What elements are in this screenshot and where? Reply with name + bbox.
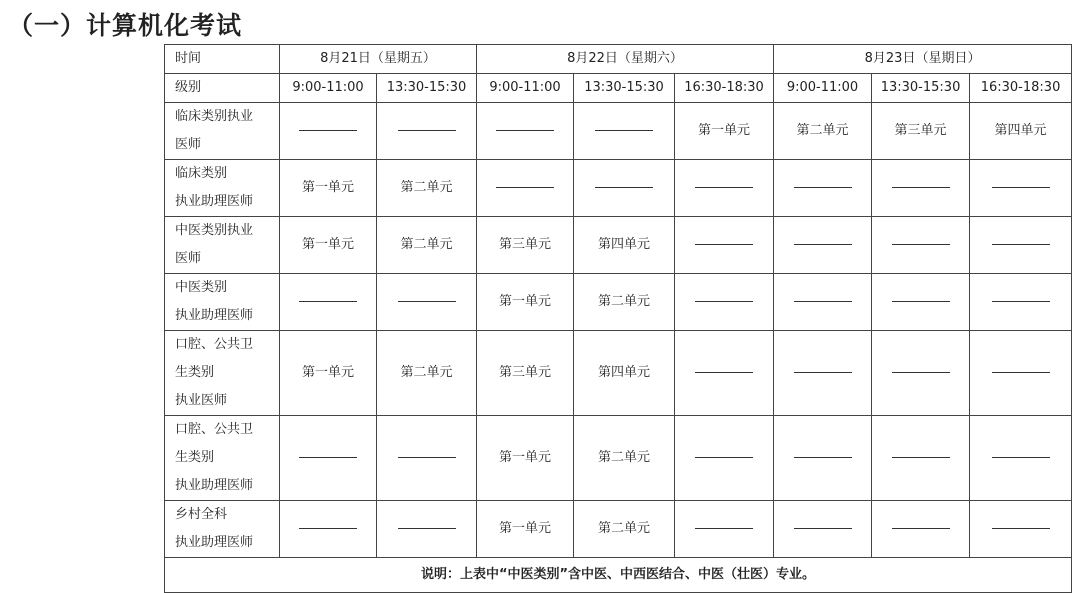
grade-label-line: 乡村全科	[175, 507, 228, 522]
empty-cell	[675, 160, 774, 217]
empty-cell	[872, 274, 970, 331]
grade-label-line: 执业助理医师	[175, 478, 254, 493]
slot-header: 16:30-18:30	[970, 74, 1072, 103]
dash-mark	[695, 457, 753, 458]
grade-label-line: 临床类别执业	[175, 109, 254, 124]
table-row	[165, 331, 1072, 416]
empty-cell	[774, 274, 872, 331]
dash-mark	[992, 528, 1050, 529]
slot-header: 13:30-15:30	[872, 74, 970, 103]
unit-cell: 第一单元	[477, 501, 574, 558]
dash-mark	[992, 372, 1050, 373]
empty-cell	[970, 160, 1072, 217]
dash-mark	[892, 457, 950, 458]
empty-cell	[970, 274, 1072, 331]
empty-cell	[675, 331, 774, 416]
dash-mark	[695, 301, 753, 302]
empty-cell	[675, 217, 774, 274]
empty-cell	[477, 103, 574, 160]
table-row	[165, 416, 1072, 501]
table-row	[165, 103, 1072, 160]
dash-mark	[892, 187, 950, 188]
slot-header: 9:00-11:00	[477, 74, 574, 103]
unit-cell: 第四单元	[574, 331, 675, 416]
dash-mark	[794, 301, 852, 302]
dash-mark	[496, 130, 554, 131]
dash-mark	[794, 457, 852, 458]
dash-mark	[398, 528, 456, 529]
dash-mark	[695, 187, 753, 188]
header-day-3: 8月23日（星期日）	[774, 45, 1072, 74]
table-note: 说明：上表中“中医类别”含中医、中西医结合、中医（壮医）专业。	[165, 558, 1072, 593]
table-row	[165, 160, 1072, 217]
unit-cell: 第四单元	[970, 103, 1072, 160]
table-row	[165, 501, 1072, 558]
dash-mark	[595, 187, 653, 188]
unit-cell: 第二单元	[574, 416, 675, 501]
empty-cell	[872, 416, 970, 501]
slot-header: 9:00-11:00	[774, 74, 872, 103]
empty-cell	[774, 416, 872, 501]
header-day-1: 8月21日（星期五）	[280, 45, 477, 74]
dash-mark	[892, 244, 950, 245]
dash-mark	[299, 301, 357, 302]
unit-cell: 第二单元	[377, 160, 477, 217]
grade-cell	[165, 501, 280, 558]
grade-label-line: 执业助理医师	[175, 194, 254, 209]
slot-header: 13:30-15:30	[574, 74, 675, 103]
dash-mark	[299, 528, 357, 529]
empty-cell	[774, 501, 872, 558]
empty-cell	[574, 103, 675, 160]
empty-cell	[675, 416, 774, 501]
empty-cell	[774, 217, 872, 274]
dash-mark	[794, 528, 852, 529]
dash-mark	[992, 457, 1050, 458]
dash-mark	[992, 187, 1050, 188]
grade-label-line: 中医类别执业	[175, 223, 254, 238]
grade-label-line: 口腔、公共卫	[175, 337, 254, 352]
grade-label-line: 生类别	[175, 450, 215, 465]
slot-header: 9:00-11:00	[280, 74, 377, 103]
dash-mark	[992, 244, 1050, 245]
slot-header: 16:30-18:30	[675, 74, 774, 103]
exam-schedule-table	[164, 44, 1072, 593]
empty-cell	[377, 103, 477, 160]
dash-mark	[398, 130, 456, 131]
header-row-slots	[165, 74, 1072, 103]
empty-cell	[774, 331, 872, 416]
empty-cell	[872, 217, 970, 274]
empty-cell	[574, 160, 675, 217]
table-row	[165, 217, 1072, 274]
grade-label-line: 医师	[175, 251, 202, 266]
unit-cell: 第二单元	[377, 331, 477, 416]
empty-cell	[377, 501, 477, 558]
grade-label-line: 执业助理医师	[175, 535, 254, 550]
empty-cell	[280, 103, 377, 160]
grade-label-line: 口腔、公共卫	[175, 422, 254, 437]
dash-mark	[695, 372, 753, 373]
dash-mark	[892, 528, 950, 529]
empty-cell	[280, 274, 377, 331]
empty-cell	[675, 274, 774, 331]
empty-cell	[377, 274, 477, 331]
table-row	[165, 274, 1072, 331]
dash-mark	[892, 301, 950, 302]
empty-cell	[970, 416, 1072, 501]
empty-cell	[970, 501, 1072, 558]
note-row	[165, 558, 1072, 593]
grade-label-line: 生类别	[175, 365, 215, 380]
dash-mark	[794, 187, 852, 188]
unit-cell: 第一单元	[477, 416, 574, 501]
grade-cell	[165, 160, 280, 217]
unit-cell: 第三单元	[477, 331, 574, 416]
unit-cell: 第一单元	[280, 160, 377, 217]
grade-label-line: 临床类别	[175, 166, 228, 181]
grade-label-line: 医师	[175, 137, 202, 152]
grade-label-line: 执业医师	[175, 393, 228, 408]
empty-cell	[280, 501, 377, 558]
dash-mark	[695, 244, 753, 245]
grade-cell	[165, 217, 280, 274]
grade-cell	[165, 274, 280, 331]
dash-mark	[299, 457, 357, 458]
unit-cell: 第三单元	[477, 217, 574, 274]
dash-mark	[892, 372, 950, 373]
dash-mark	[695, 528, 753, 529]
dash-mark	[595, 130, 653, 131]
empty-cell	[872, 501, 970, 558]
unit-cell: 第一单元	[477, 274, 574, 331]
empty-cell	[280, 416, 377, 501]
unit-cell: 第二单元	[574, 274, 675, 331]
empty-cell	[970, 217, 1072, 274]
dash-mark	[794, 372, 852, 373]
empty-cell	[970, 331, 1072, 416]
dash-mark	[496, 187, 554, 188]
dash-mark	[398, 301, 456, 302]
section-title: （一）计算机化考试	[8, 11, 243, 40]
grade-cell	[165, 331, 280, 416]
dash-mark	[794, 244, 852, 245]
unit-cell: 第二单元	[574, 501, 675, 558]
header-day-2: 8月22日（星期六）	[477, 45, 774, 74]
grade-cell	[165, 416, 280, 501]
header-row-dates	[165, 45, 1072, 74]
grade-label-line: 执业助理医师	[175, 308, 254, 323]
unit-cell: 第一单元	[280, 217, 377, 274]
empty-cell	[477, 160, 574, 217]
dash-mark	[299, 130, 357, 131]
empty-cell	[377, 416, 477, 501]
unit-cell: 第二单元	[774, 103, 872, 160]
empty-cell	[872, 331, 970, 416]
empty-cell	[872, 160, 970, 217]
empty-cell	[774, 160, 872, 217]
unit-cell: 第一单元	[280, 331, 377, 416]
unit-cell: 第四单元	[574, 217, 675, 274]
unit-cell: 第一单元	[675, 103, 774, 160]
slot-header: 13:30-15:30	[377, 74, 477, 103]
unit-cell: 第二单元	[377, 217, 477, 274]
dash-mark	[992, 301, 1050, 302]
grade-label-line: 中医类别	[175, 280, 228, 295]
unit-cell: 第三单元	[872, 103, 970, 160]
header-level-label: 级别	[165, 74, 280, 103]
dash-mark	[398, 457, 456, 458]
grade-cell	[165, 103, 280, 160]
header-time-label: 时间	[165, 45, 280, 74]
empty-cell	[675, 501, 774, 558]
